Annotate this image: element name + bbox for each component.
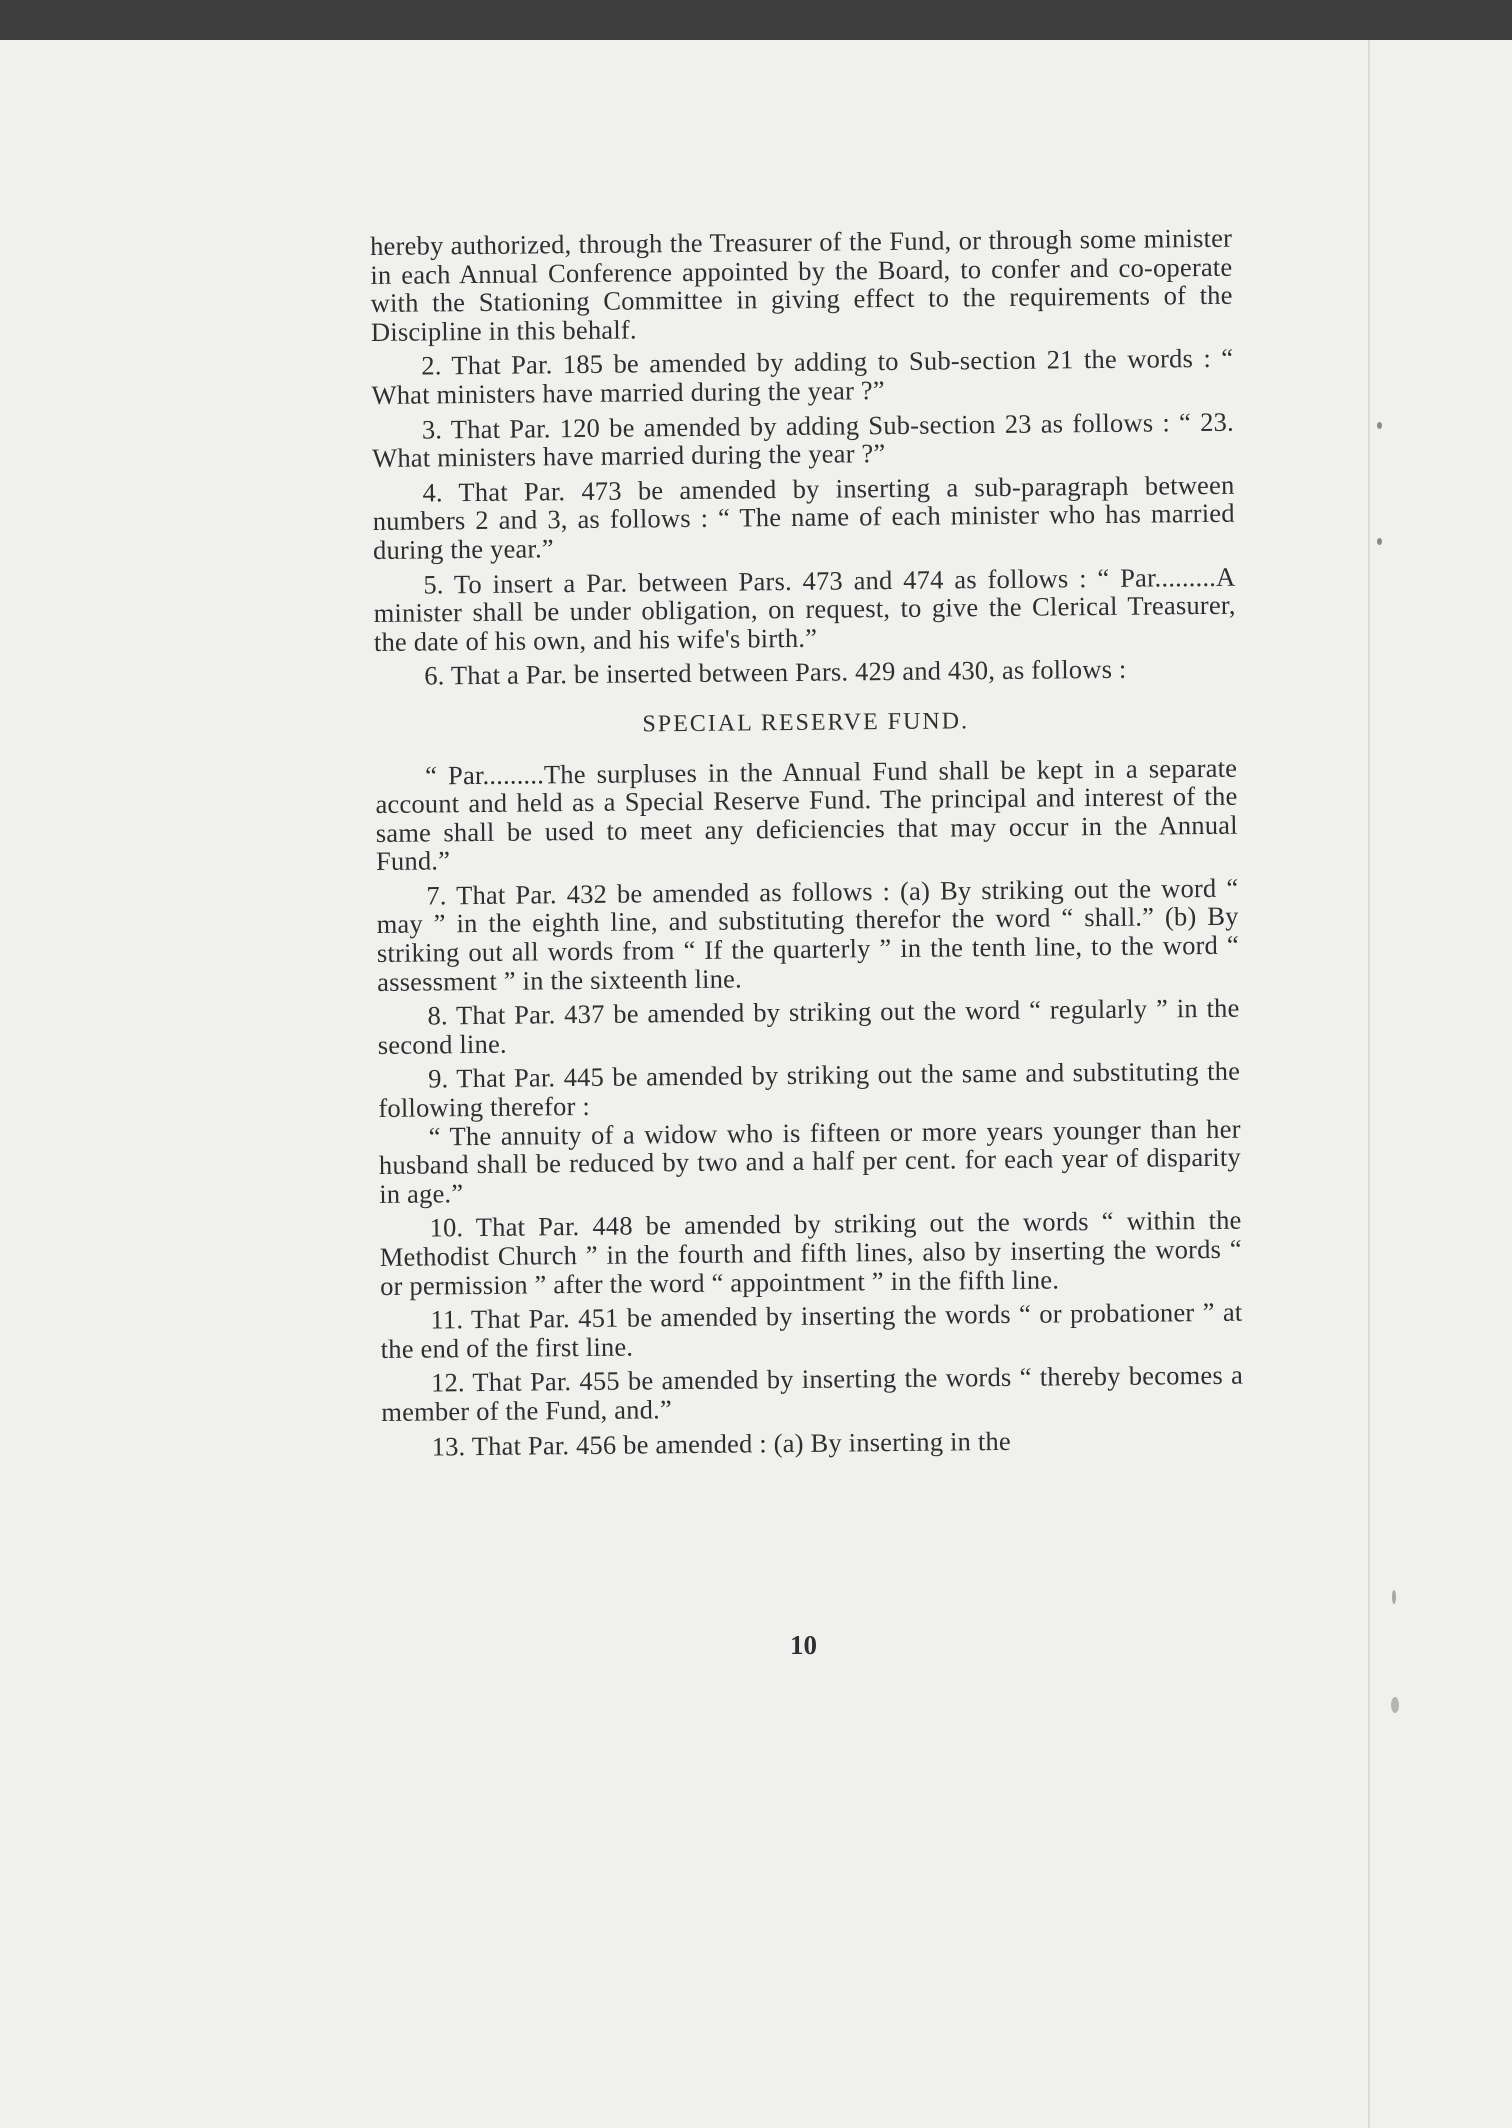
margin-mark-1 bbox=[1377, 422, 1382, 429]
paragraph-item-11: 11. That Par. 451 be amended by inserting the words “ or probationer ” at the end of the first line. bbox=[380, 1296, 1243, 1364]
paragraph-item-13: 13. That Par. 456 be amended : (a) By inserting in the bbox=[431, 1425, 1011, 1462]
paragraph-item-8: 8. That Par. 437 be amended by striking out the word “ regularly ” in the second line. bbox=[377, 992, 1240, 1060]
paragraph-item-5: 5. To insert a Par. between Pars. 473 and 474 as follows : “ Par.........A minister shall be under obligation, on request, to give the Clerical Treasurer, the date of his own, and his wife's birth.” bbox=[373, 561, 1236, 657]
paragraph-item-12: 12. That Par. 455 be amended by inserting the words “ thereby becomes a member of the Fund, and.” bbox=[381, 1360, 1244, 1427]
section-heading: SPECIAL RESERVE FUND. bbox=[642, 708, 970, 738]
paragraph-item-10: 10. That Par. 448 be amended by striking out the words “ within the Methodist Church ” in the fourth and fifth lines, also by inserting the words “ or permission ” after the word “ appointment ” in the fifth line. bbox=[379, 1205, 1242, 1301]
page-fold-line bbox=[1368, 40, 1370, 2128]
paragraph-item-3: 3. That Par. 120 be amended by adding Sub-section 23 as follows : “ 23. What ministers have married during the year ?” bbox=[372, 406, 1235, 474]
paragraph-item-2: 2. That Par. 185 be amended by adding to Sub-section 21 the words : “ What ministers have married during the year ?” bbox=[371, 343, 1234, 410]
margin-mark-4 bbox=[1391, 1697, 1399, 1713]
paragraph-item-4: 4. That Par. 473 be amended by inserting a sub-paragraph between numbers 2 and 3, as follows : “ The name of each minister who has married during the year.” bbox=[372, 469, 1235, 565]
margin-mark-3 bbox=[1392, 1590, 1396, 1604]
paragraph-widow-annuity: “ The annuity of a widow who is fifteen or more years younger than her husband shall be reduced by two and a half per cent. for each year of disparity in age.” bbox=[378, 1113, 1242, 1209]
margin-mark-2 bbox=[1377, 538, 1382, 545]
paragraph-item-6: 6. That a Par. be inserted between Pars. 429 and 430, as follows : bbox=[424, 654, 1127, 691]
paragraph-item-7: 7. That Par. 432 be amended as follows : (a) By striking out the word “ may ” in the eighth line, and substituting therefor the word “ shall.” (b) By striking out all words from “ If the quarterly ” in the tenth line, to the word “ assessment ” in the sixteenth line. bbox=[376, 872, 1240, 997]
document-body bbox=[370, 224, 1244, 1467]
scanner-top-band bbox=[0, 0, 1512, 40]
paragraph-continuation: hereby authorized, through the Treasurer of the Fund, or through some minister in each Annual Conference appointed by the Board, to confer and co-operate with the Stationing Committee in giving effect to the requirements of the Discipline in this behalf. bbox=[369, 222, 1233, 347]
paragraph-reserve-fund: “ Par.........The surpluses in the Annual Fund shall be kept in a separate account and held as a Special Reserve Fund. The principal and interest of the same shall be used to meet any deficiencies that may occur in the Annual Fund.” bbox=[375, 752, 1238, 877]
page-number: 10 bbox=[790, 1630, 817, 1660]
paragraph-item-9: 9. That Par. 445 be amended by striking out the same and substituting the following therefor : bbox=[378, 1056, 1241, 1123]
